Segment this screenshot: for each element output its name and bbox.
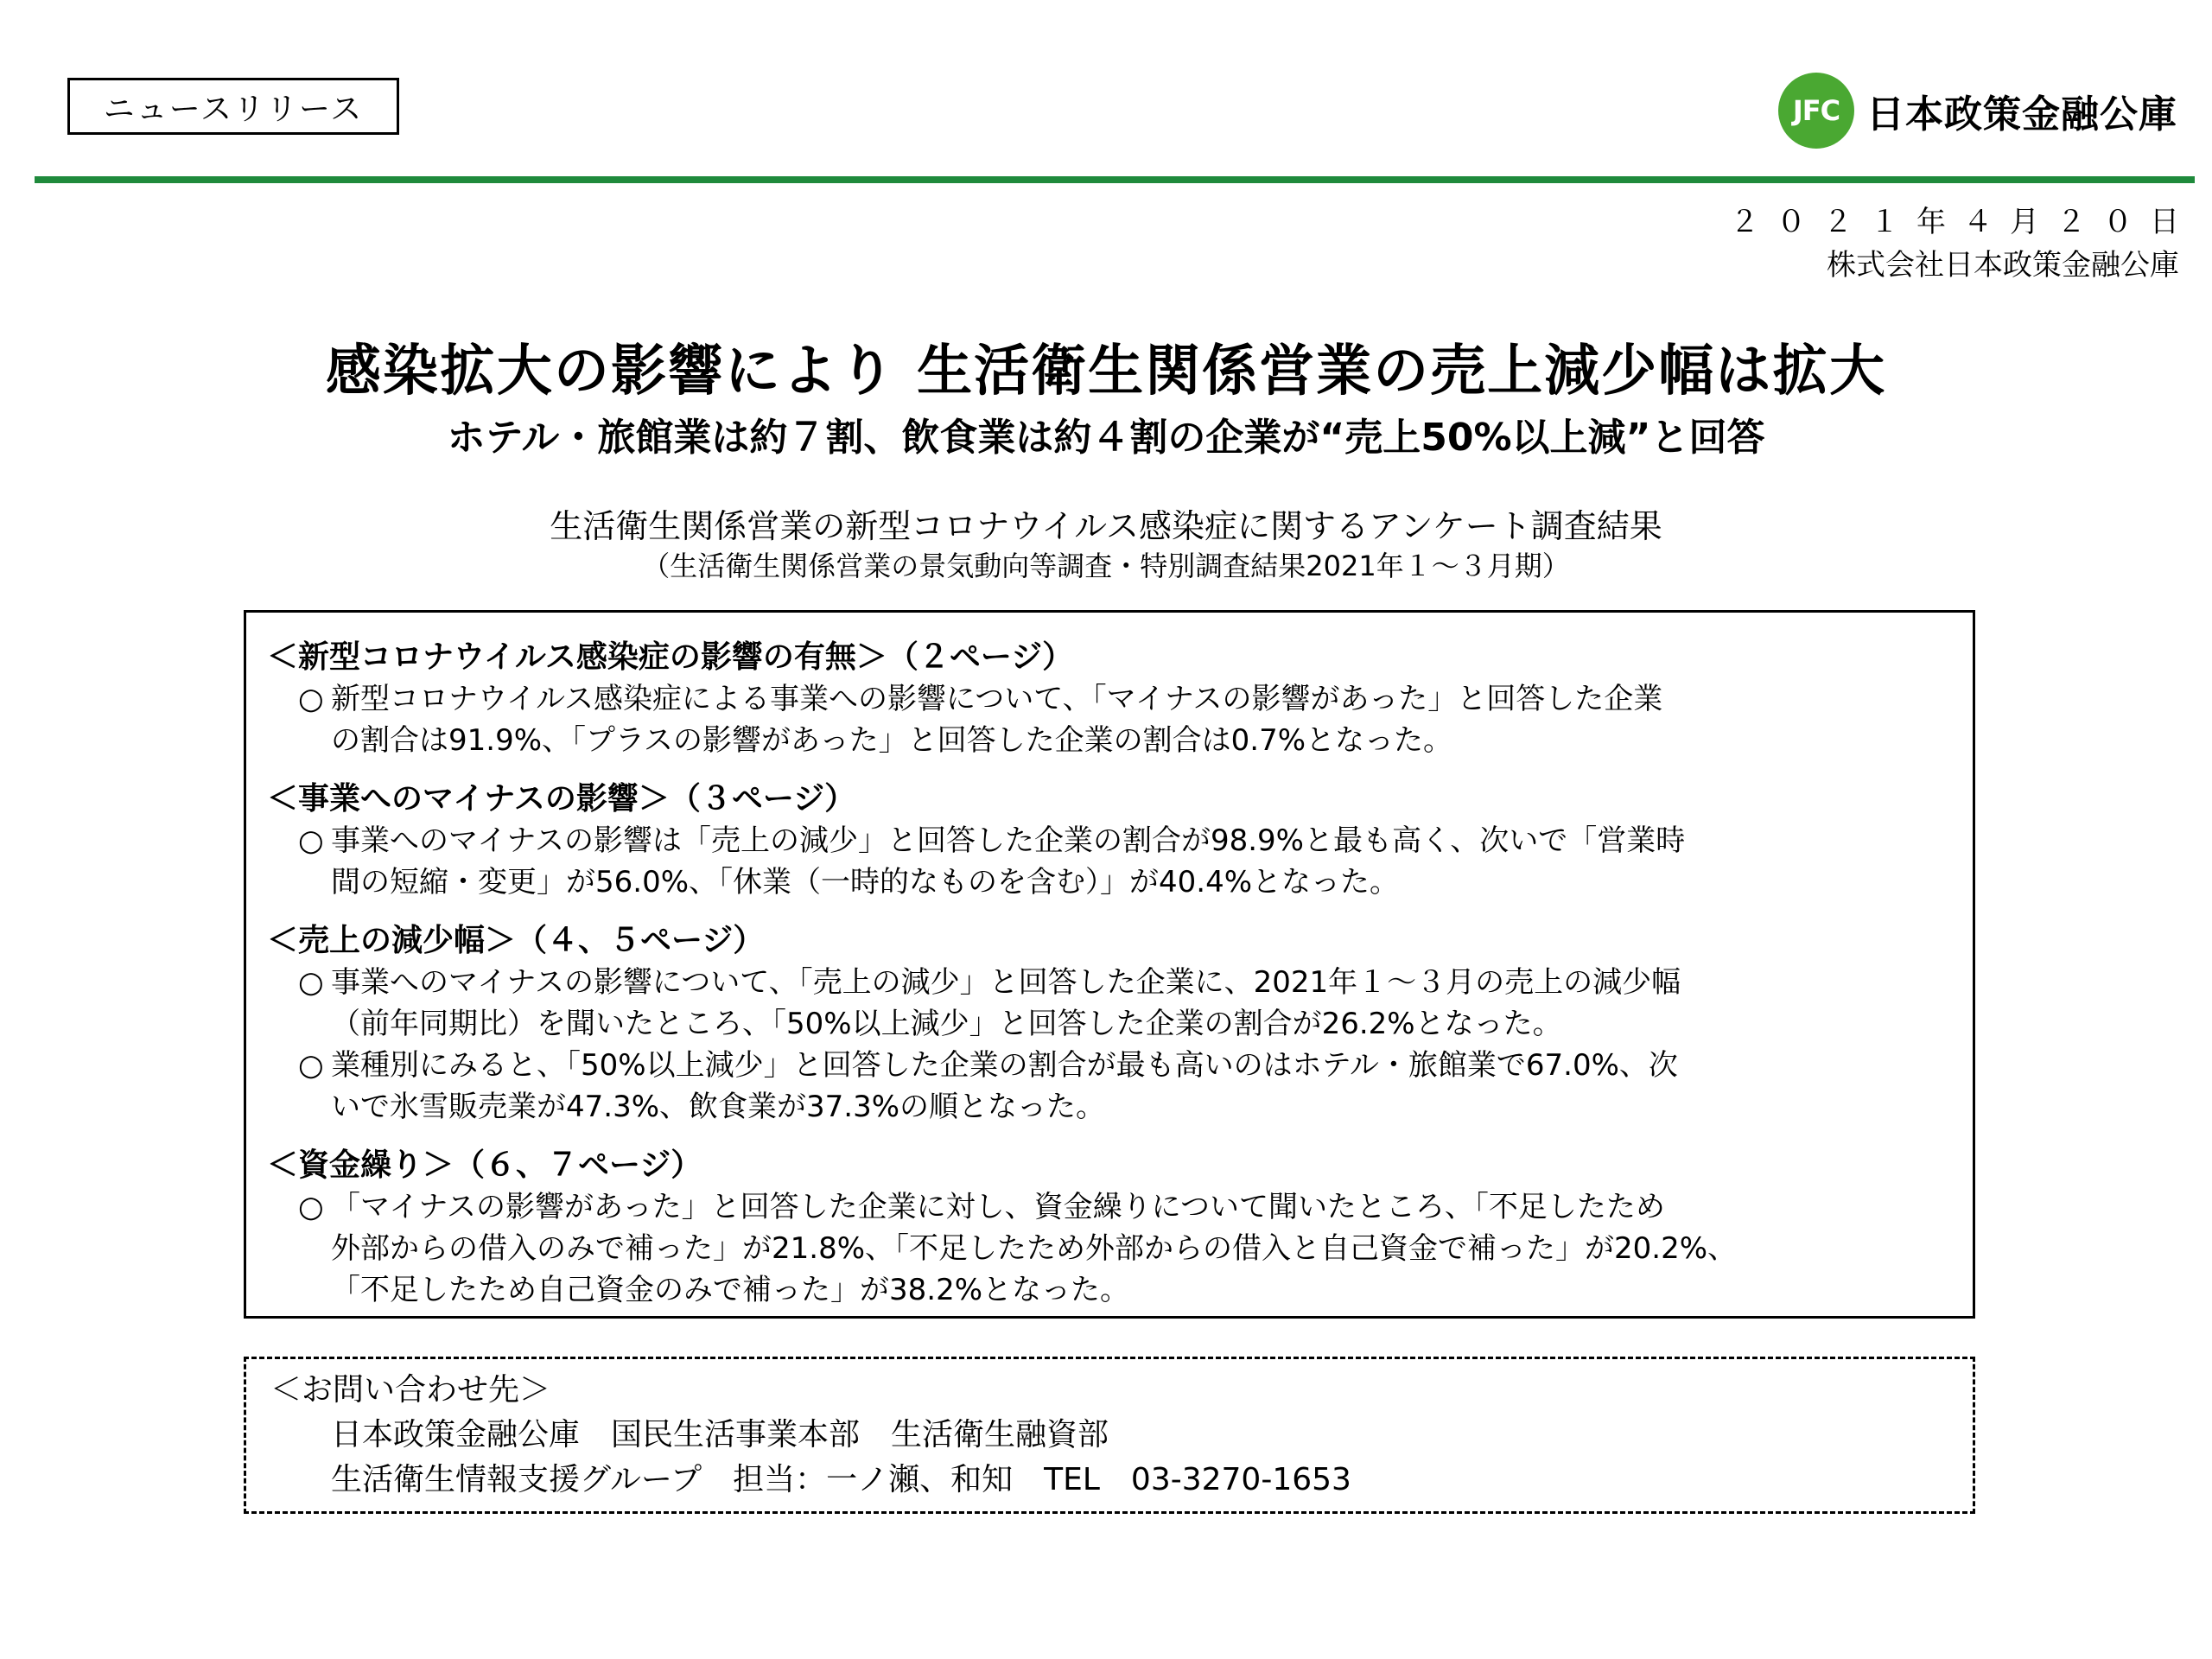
jfc-logo-mark: JFC (1778, 73, 1854, 149)
headline-title: 感染拡大の影響により 生活衛生関係営業の売上減少幅は拡大 (325, 340, 1887, 404)
summary-item (267, 1186, 1929, 1311)
summary-item (267, 962, 1929, 1045)
survey-title: 生活衛生関係営業の新型コロナウイルス感染症に関するアンケート調査結果 (550, 507, 1662, 545)
release-date: ２０２１年４月２０日 (1730, 205, 2196, 239)
item-line: 「不足したため自己資金のみで補った」が38.2%となった。 (331, 1273, 1130, 1307)
section-heading: ＜新型コロナウイルス感染症の影響の有無＞（２ページ） (267, 639, 1074, 675)
issuer-name: 株式会社日本政策金融公庫 (1827, 248, 2179, 283)
bullet-circle-icon: ○ (298, 823, 324, 858)
item-line: 事業へのマイナスの影響は「売上の減少」と回答した企業の割合が98.9%と最も高く、次いで「営業時 (331, 823, 1686, 858)
section-heading: ＜資金繰り＞（６、７ページ） (267, 1147, 702, 1183)
item-line: 事業へのマイナスの影響について、「売上の減少」と回答した企業に、2021年１～３月の売上の減少幅 (331, 965, 1681, 1000)
header-divider (35, 176, 2195, 183)
headline-subtitle: ホテル・旅館業は約７割、飲食業は約４割の企業が“売上50%以上減”と回答 (447, 416, 1765, 460)
contact-box (244, 1357, 1975, 1514)
release-meta (1730, 200, 2196, 287)
item-line: 業種別にみると、「50%以上減少」と回答した企業の割合が最も高いのはホテル・旅館業で67.0%、次 (331, 1048, 1678, 1083)
jfc-logo (1778, 73, 2177, 149)
item-line: 新型コロナウイルス感染症による事業への影響について、「マイナスの影響があった」と回答した企業 (331, 682, 1663, 716)
contact-person-phone: 生活衛生情報支援グループ 担当：一ノ瀬、和知 TEL 03-3270-1653 (331, 1462, 1351, 1497)
bullet-circle-icon: ○ (298, 682, 324, 716)
summary-item (267, 820, 1929, 903)
section-heading: ＜事業へのマイナスの影響＞（３ページ） (267, 781, 856, 817)
survey-period: （生活衛生関係営業の景気動向等調査・特別調査結果2021年１～３月期） (642, 550, 1570, 582)
summary-section-impact (267, 637, 1929, 761)
section-heading: ＜売上の減少幅＞（４、５ページ） (267, 923, 765, 958)
summary-item (267, 678, 1929, 761)
bullet-circle-icon: ○ (298, 965, 324, 1000)
item-line: 「マイナスの影響があった」と回答した企業に対し、資金繰りについて聞いたところ、「不足したため (331, 1190, 1665, 1224)
news-release-badge: ニュースリリース (67, 78, 399, 135)
summary-item (267, 1045, 1929, 1128)
bullet-circle-icon: ○ (298, 1048, 324, 1083)
jfc-logo-name: 日本政策金融公庫 (1866, 92, 2177, 137)
item-line: 間の短縮・変更」が56.0%、「休業（一時的なものを含む）」が40.4%となった。 (331, 865, 1400, 899)
summary-box (244, 610, 1975, 1319)
item-line: の割合は91.9%、「プラスの影響があった」と回答した企業の割合は0.7%となった。 (331, 723, 1453, 758)
bullet-circle-icon: ○ (298, 1190, 324, 1224)
contact-department: 日本政策金融公庫 国民生活事業本部 生活衛生融資部 (331, 1417, 1109, 1452)
item-line: いで氷雪販売業が47.3%、飲食業が37.3%の順となった。 (331, 1090, 1106, 1124)
summary-section-negative-impact (267, 779, 1929, 903)
summary-section-cash-flow (267, 1145, 1929, 1311)
contact-heading: ＜お問い合わせ先＞ (270, 1372, 551, 1408)
summary-section-sales-decline (267, 920, 1929, 1128)
item-line: （前年同期比）を聞いたところ、「50%以上減少」と回答した企業の割合が26.2%となった。 (331, 1007, 1562, 1041)
item-line: 外部からの借入のみで補った」が21.8%、「不足したため外部からの借入と自己資金で補った」が20.2%、 (331, 1231, 1738, 1266)
